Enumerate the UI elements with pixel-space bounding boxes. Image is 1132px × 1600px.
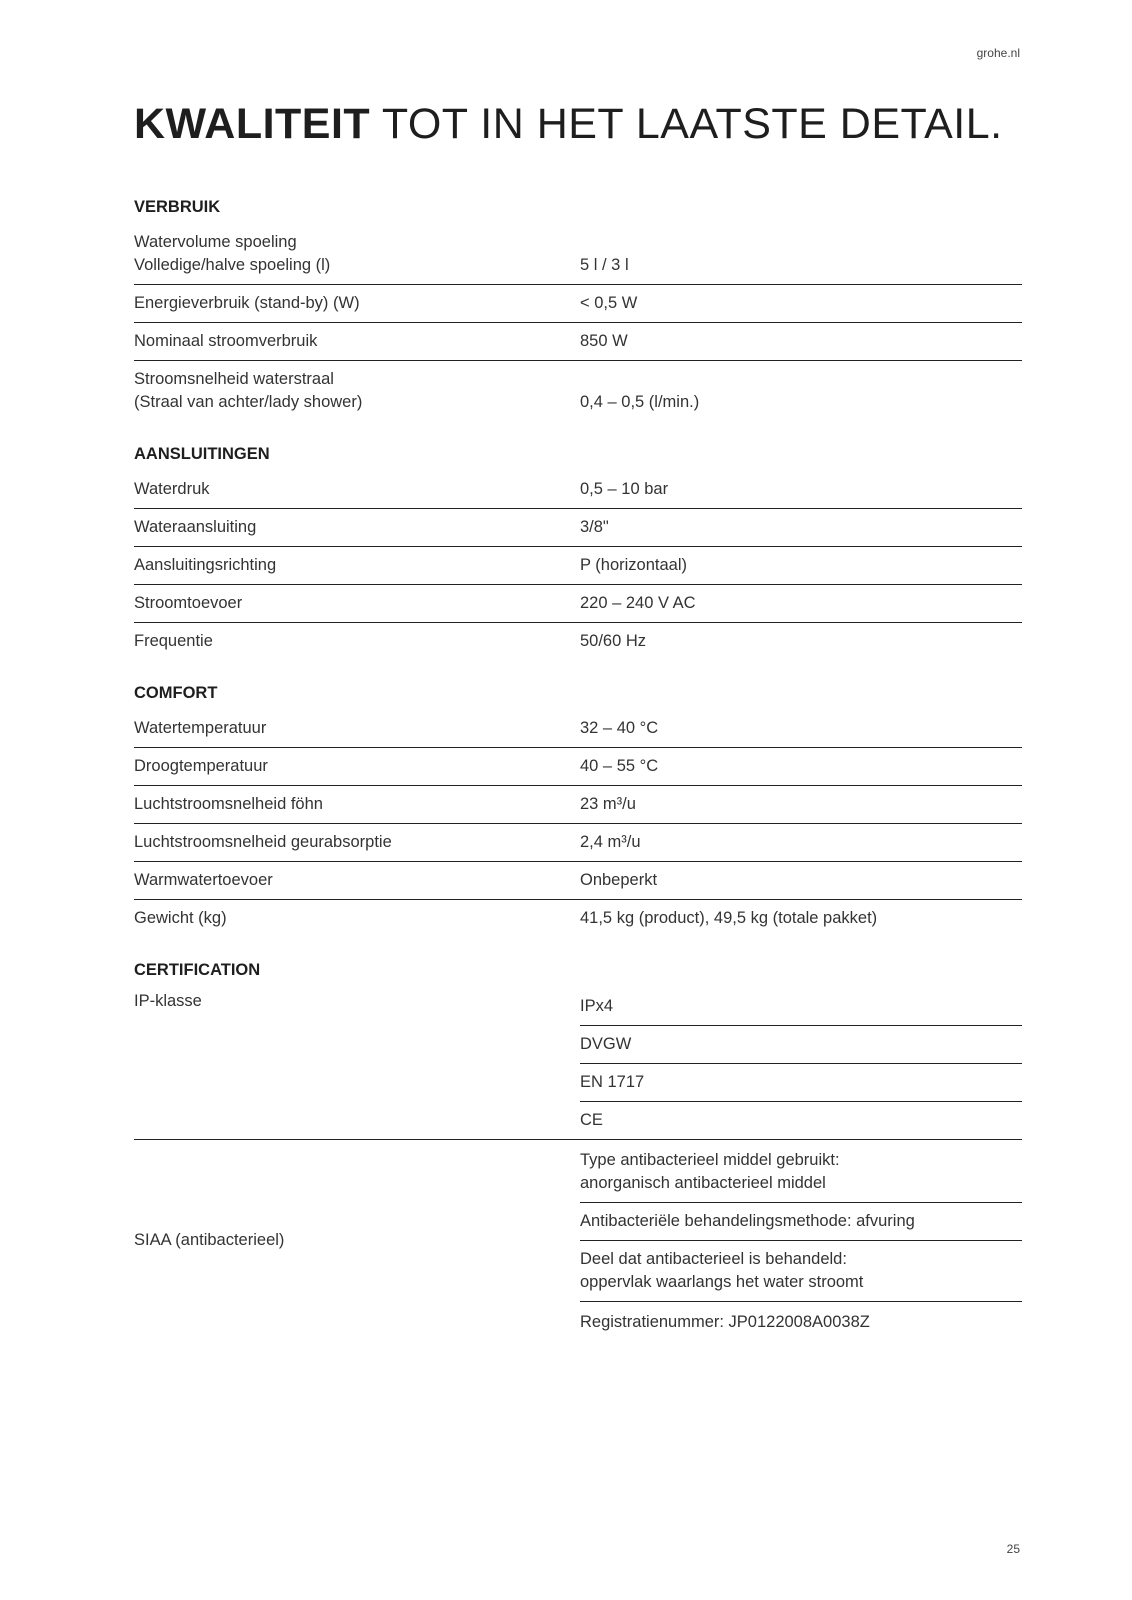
spec-label	[134, 862, 580, 899]
spec-label-line: Nominaal stroomverbruik	[134, 332, 318, 350]
spec-label-line: Warmwatertoevoer	[134, 871, 273, 889]
spec-value	[580, 471, 1022, 508]
spec-row	[134, 623, 1022, 660]
spec-label	[134, 285, 580, 322]
spec-value-text: 0,4 – 0,5 (l/min.)	[580, 393, 700, 411]
spec-value-line: Antibacteriële behandelingsmethode: afvuring	[580, 1212, 915, 1230]
section-comfort	[134, 682, 1022, 937]
spec-label	[134, 623, 580, 660]
spec-value	[580, 361, 1022, 421]
spec-value: CE	[580, 1111, 603, 1129]
spec-row	[134, 285, 1022, 323]
spec-row	[134, 710, 1022, 748]
spec-value-line: anorganisch antibacterieel middel	[580, 1174, 826, 1192]
spec-label	[134, 224, 580, 284]
spec-label-line: Gewicht (kg)	[134, 909, 227, 927]
spec-value	[580, 623, 1022, 660]
spec-row	[134, 323, 1022, 361]
spec-label-line: Volledige/halve spoeling (l)	[134, 256, 331, 274]
spec-value	[580, 900, 1022, 937]
spec-value-text: 5 l / 3 l	[580, 256, 629, 274]
spec-label-line: Luchtstroomsnelheid geurabsorptie	[134, 833, 392, 851]
spec-value	[580, 285, 1022, 322]
section-heading: VERBRUIK	[134, 198, 221, 216]
spec-row	[134, 862, 1022, 900]
spec-label	[134, 900, 580, 937]
spec-label-line: Energieverbruik (stand-by) (W)	[134, 294, 360, 312]
spec-value	[580, 710, 1022, 747]
spec-value	[580, 547, 1022, 584]
spec-value: IPx4	[580, 987, 1022, 1026]
spec-value-text: P (horizontaal)	[580, 556, 688, 574]
spec-row	[134, 361, 1022, 421]
spec-value	[580, 748, 1022, 785]
spec-value	[580, 323, 1022, 360]
spec-label	[134, 509, 580, 546]
spec-row	[134, 547, 1022, 585]
spec-values	[580, 1140, 1022, 1341]
section-verbruik	[134, 196, 1022, 421]
spec-label	[134, 786, 580, 823]
spec-group-siaa	[134, 1140, 1022, 1341]
spec-value-text: Onbeperkt	[580, 871, 658, 889]
spec-value-text: 50/60 Hz	[580, 632, 647, 650]
page-title-rest: TOT IN HET LAATSTE DETAIL.	[370, 100, 1003, 148]
spec-label	[134, 710, 580, 747]
spec-row	[134, 224, 1022, 285]
spec-row	[134, 748, 1022, 786]
section-aansluitingen	[134, 443, 1022, 660]
spec-value-text: 220 – 240 V AC	[580, 594, 696, 612]
section-heading: AANSLUITINGEN	[134, 445, 270, 463]
spec-label	[134, 824, 580, 861]
spec-label-line: Wateraansluiting	[134, 518, 257, 536]
spec-label	[134, 361, 580, 421]
spec-value-line: oppervlak waarlangs het water stroomt	[580, 1273, 864, 1291]
spec-label-line: Watervolume spoeling	[134, 233, 297, 251]
spec-value-line: Deel dat antibacterieel is behandeld:	[580, 1250, 847, 1268]
spec-label	[134, 748, 580, 785]
spec-value: EN 1717	[580, 1064, 1022, 1102]
spec-value	[580, 1203, 1022, 1241]
spec-value	[580, 1302, 1022, 1341]
spec-value	[580, 1241, 1022, 1302]
page-title	[134, 98, 1003, 150]
spec-value-text: 32 – 40 °C	[580, 719, 659, 737]
page-number: 25	[1006, 1542, 1020, 1556]
spec-value-text: 2,4 m³/u	[580, 833, 641, 851]
spec-value	[580, 509, 1022, 546]
spec-label	[134, 323, 580, 360]
spec-label-line: Droogtemperatuur	[134, 757, 268, 775]
spec-value-text: 3/8"	[580, 518, 609, 536]
spec-label-line: Luchtstroomsnelheid föhn	[134, 795, 323, 813]
spec-value	[580, 786, 1022, 823]
spec-value-text: 40 – 55 °C	[580, 757, 659, 775]
spec-value	[580, 824, 1022, 861]
spec-label-line: Stroomtoevoer	[134, 594, 243, 612]
section-certification	[134, 959, 1022, 1341]
spec-value-text: 0,5 – 10 bar	[580, 480, 669, 498]
spec-label	[134, 471, 580, 508]
section-heading: CERTIFICATION	[134, 961, 261, 979]
spec-label-line: Watertemperatuur	[134, 719, 267, 737]
spec-label	[134, 585, 580, 622]
spec-value	[580, 862, 1022, 899]
spec-value: DVGW	[580, 1026, 1022, 1064]
spec-label: IP-klasse	[134, 992, 202, 1010]
spec-value-line: Registratienummer: JP0122008A0038Z	[580, 1313, 870, 1331]
spec-row	[134, 471, 1022, 509]
site-url: grohe.nl	[976, 46, 1020, 60]
spec-value-text: 23 m³/u	[580, 795, 636, 813]
spec-label-line: (Straal van achter/lady shower)	[134, 393, 363, 411]
spec-values	[580, 987, 1022, 1139]
section-heading: COMFORT	[134, 684, 218, 702]
spec-row	[134, 509, 1022, 547]
page-title-bold: KWALITEIT	[134, 100, 371, 148]
spec-label-line: SIAA (antibacterieel)	[134, 1231, 285, 1249]
spec-group-ip	[134, 987, 1022, 1140]
spec-label-line: Stroomsnelheid waterstraal	[134, 370, 334, 388]
spec-row	[134, 585, 1022, 623]
spec-value	[580, 224, 1022, 284]
spec-value-text: < 0,5 W	[580, 294, 638, 312]
spec-label-line: Waterdruk	[134, 480, 210, 498]
spec-label	[134, 1140, 580, 1341]
spec-value	[580, 1140, 1022, 1203]
spec-value-line: Type antibacterieel middel gebruikt:	[580, 1151, 840, 1169]
spec-value-text: 41,5 kg (product), 49,5 kg (totale pakket)	[580, 909, 878, 927]
spec-value	[580, 585, 1022, 622]
spec-row	[134, 824, 1022, 862]
spec-label	[134, 547, 580, 584]
spec-label-line: Frequentie	[134, 632, 213, 650]
spec-row	[134, 786, 1022, 824]
spec-content	[134, 196, 1022, 1363]
spec-label-line: Aansluitingsrichting	[134, 556, 277, 574]
spec-row	[134, 900, 1022, 937]
spec-value-text: 850 W	[580, 332, 628, 350]
